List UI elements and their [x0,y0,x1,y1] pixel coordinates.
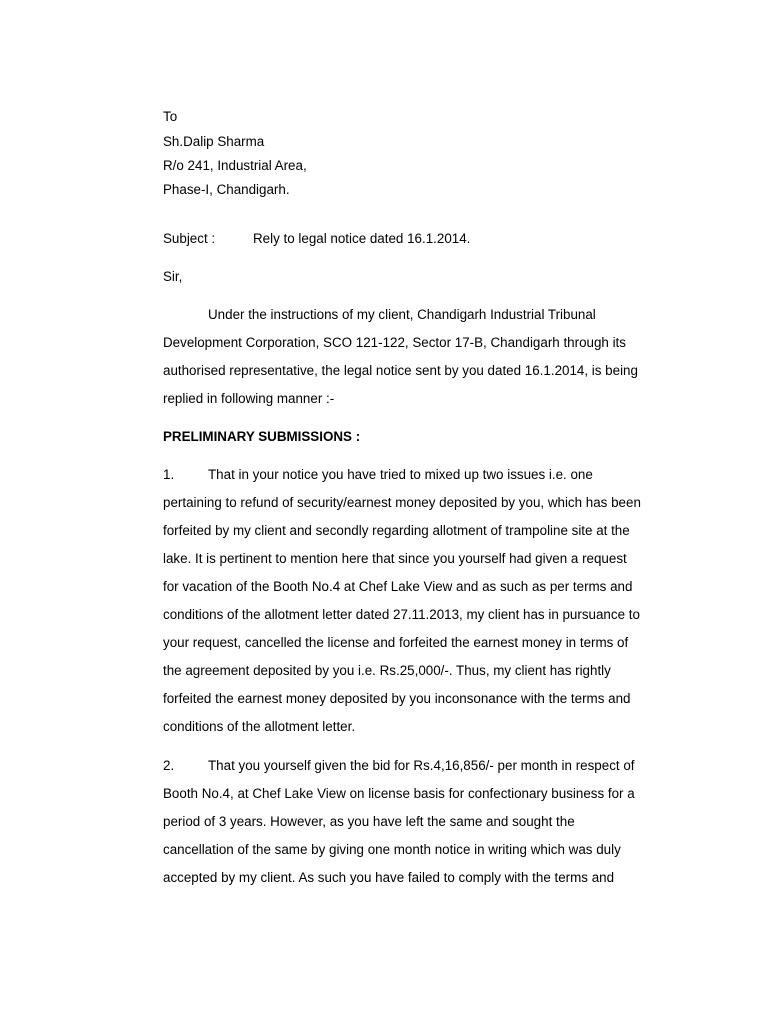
point-2-line-3: period of 3 years. However, as you have left the same and sought the [163,814,575,829]
intro-line-3: authorised representative, the legal notice sent by you dated 16.1.2014, is being [163,363,638,378]
address-line-1: R/o 241, Industrial Area, [163,158,307,173]
point-1-line-2: pertaining to refund of security/earnest money deposited by you, which has been [163,495,641,510]
point-1-line-5: for vacation of the Booth No.4 at Chef Lake View and as such as per terms and [163,579,633,594]
point-1-number: 1. [163,467,175,482]
point-2-line-2: Booth No.4, at Chef Lake View on license basis for confectionary business for a [163,786,635,801]
point-2-line-1: 2. That you yourself given the bid for Rs.4,16,856/- per month in respect of [163,758,635,773]
point-1-line-9: forfeited the earnest money deposited by you inconsonance with the terms and [163,691,631,706]
point-1-line-8: the agreement deposited by you i.e. Rs.25,000/-. Thus, my client has rightly [163,663,611,678]
subject-text: Rely to legal notice dated 16.1.2014. [253,231,471,246]
point-2-line-4: cancellation of the same by giving one month notice in writing which was duly [163,842,621,857]
point-2-number: 2. [163,758,175,773]
address-to: To [163,109,178,124]
point-1-line-3: forfeited by my client and secondly regarding allotment of trampoline site at the [163,523,630,538]
point-1-line-10: conditions of the allotment letter. [163,719,356,734]
intro-line-2: Development Corporation, SCO 121-122, Sector 17-B, Chandigarh through its [163,335,626,350]
intro-line-1: Under the instructions of my client, Chandigarh Industrial Tribunal [208,307,596,322]
point-1-line-6: conditions of the allotment letter dated 27.11.2013, my client has in pursuance to [163,607,640,622]
address-line-2: Phase-I, Chandigarh. [163,182,290,197]
point-1-line-7: your request, cancelled the license and forfeited the earnest money in terms of [163,635,629,650]
addressee-name: Sh.Dalip Sharma [163,134,265,149]
point-2-line-5: accepted by my client. As such you have failed to comply with the terms and [163,870,615,885]
intro-line-4: replied in following manner :- [163,391,335,406]
letter-page [163,0,704,1024]
point-1-line-4: lake. It is pertinent to mention here that since you yourself had given a request [163,551,627,566]
subject-line [163,231,470,247]
section-heading: PRELIMINARY SUBMISSIONS : [163,429,361,444]
salutation: Sir, [163,269,183,284]
point-1-line-1: 1. That in your notice you have tried to mixed up two issues i.e. one [163,467,593,482]
subject-label: Subject : [163,231,216,246]
